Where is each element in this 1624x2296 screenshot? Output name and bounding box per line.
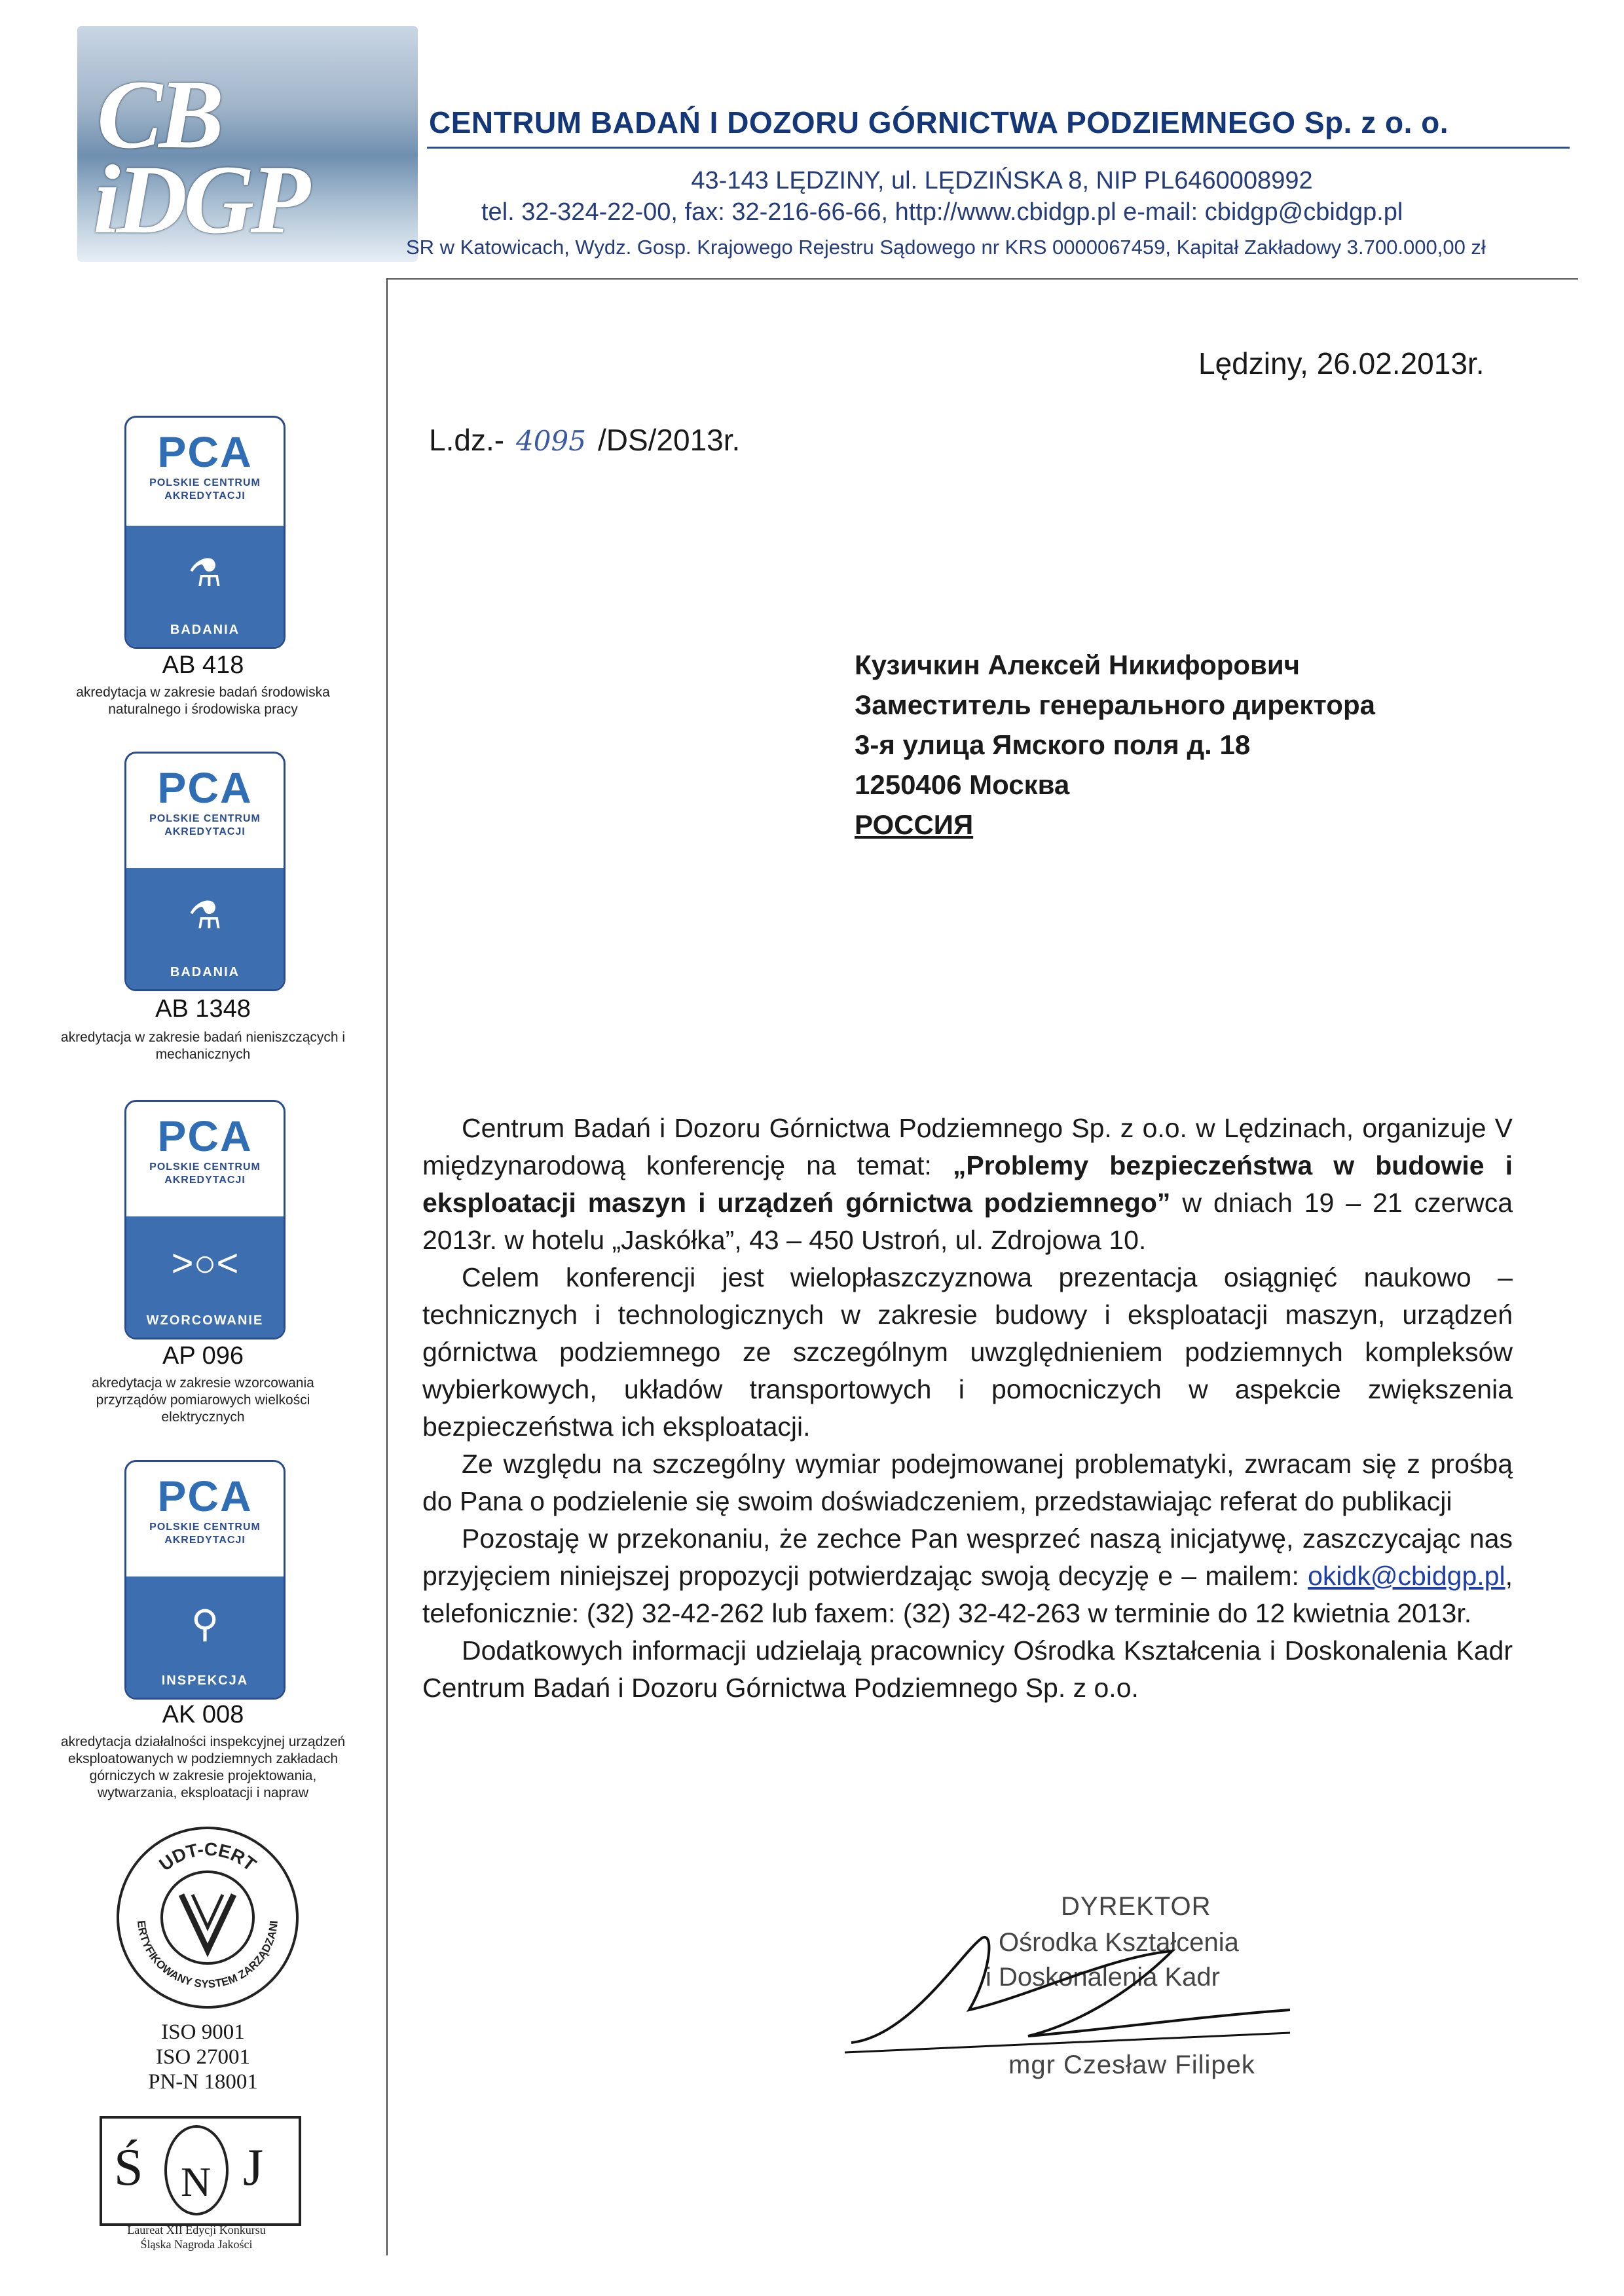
snj-letter: N xyxy=(181,2159,212,2205)
udt-ring-text: ERTYFIKOWANY SYSTEM ZARZĄDZANI xyxy=(134,1920,280,1991)
signature-title: DYREKTOR xyxy=(1061,1892,1211,1921)
reference-number xyxy=(429,422,740,458)
pca-sub-1: POLSKIE CENTRUM xyxy=(149,1522,261,1533)
flask-icon: ⚗ xyxy=(188,894,222,937)
pca-sub-1: POLSKIE CENTRUM xyxy=(149,477,261,488)
pca-sub-2: AKREDYTACJI xyxy=(164,1175,246,1186)
p1-text-a: Centrum Badań i Dozoru Górnictwa Podziemnego Sp. z o.o. w Lędzinach, organizuje V międzynarodową konferencję na temat: xyxy=(422,1113,1513,1180)
paragraph-4 xyxy=(422,1520,1513,1632)
badge-label: WZORCOWANIE xyxy=(146,1313,264,1328)
p4-text-b: , telefonicznie: (32) 32-42-262 lub faxem: (32) 32-42-263 w terminie do 12 kwietnia 2013r. xyxy=(422,1561,1513,1628)
paragraph-1 xyxy=(422,1110,1513,1259)
address-line-3: SR w Katowicach, Wydz. Gosp. Krajowego Rejestru Sądowego nr KRS 0000067459, Kapitał Zakładowy 3.700.000,00 zł xyxy=(406,236,1486,259)
badge-label: BADANIA xyxy=(170,965,240,979)
pca-logo: PCA xyxy=(157,428,253,476)
pca-logo: PCA xyxy=(157,763,253,812)
letter-date: Lędziny, 26.02.2013r. xyxy=(1198,346,1485,380)
letter-body xyxy=(422,1110,1513,1707)
conference-title: „Problemy bezpieczeństwa w budowie i eksploatacji maszyn i urządzeń górnictwa podziemnego” xyxy=(422,1150,1513,1218)
snj-caption-line: Laureat XII Edycji Konkursu xyxy=(127,2223,266,2236)
pca-badge-4 xyxy=(124,1460,286,1700)
pca-logo: PCA xyxy=(157,1472,253,1520)
badge-label: BADANIA xyxy=(170,623,240,637)
udt-cert-graphic xyxy=(119,1829,296,2006)
logo-text-top: CB xyxy=(97,60,221,169)
pca-sub-1: POLSKIE CENTRUM xyxy=(149,1161,261,1173)
header-divider xyxy=(427,147,1570,149)
snj-caption-line: Śląska Nagroda Jakości xyxy=(140,2238,253,2251)
accreditation-code: AB 1348 xyxy=(155,995,251,1023)
badge-panel xyxy=(126,1216,284,1338)
contact-email-link[interactable]: okidk@cbidgp.pl xyxy=(1308,1561,1505,1591)
pca-sub-2: AKREDYTACJI xyxy=(164,1535,246,1546)
iso-item: ISO 27001 xyxy=(156,2045,250,2069)
badge-panel xyxy=(126,1576,284,1698)
pca-sub-2: AKREDYTACJI xyxy=(164,826,246,837)
snj-caption xyxy=(79,2223,314,2251)
accreditation-desc: akredytacja w zakresie badań nieniszczących i mechanicznych xyxy=(60,1030,346,1062)
accreditation-desc: akredytacja w zakresie badań środowiska naturalnego i środowiska pracy xyxy=(76,685,330,717)
udt-cert-seal xyxy=(117,1827,299,2009)
recipient-street: 3-я улица Ямского поля д. 18 xyxy=(855,729,1251,760)
p1-text-b: w dniach 19 – 21 czerwca 2013r. w hotelu „Jaskółka”, 43 – 450 Ustroń, ul. Zdrojowa 10. xyxy=(422,1188,1513,1255)
pca-badge-3 xyxy=(124,1100,286,1339)
snj-letter: J xyxy=(243,2139,264,2196)
snj-award-logo xyxy=(100,2116,301,2226)
iso-item: ISO 9001 xyxy=(161,2020,245,2044)
accreditation-code: AK 008 xyxy=(162,1701,244,1728)
accreditation-desc: akredytacja w zakresie wzorcowania przyrządów pomiarowych wielkości elektrycznych xyxy=(92,1376,314,1425)
signatory-name: mgr Czesław Filipek xyxy=(1008,2050,1255,2079)
pca-badge-2 xyxy=(124,752,286,991)
ref-suffix: /DS/2013r. xyxy=(597,423,741,457)
handwritten-signature xyxy=(832,1912,1303,2069)
p4-text-a: Pozostaję w przekonaniu, że zechce Pan wesprzeć naszą inicjatywę, zaszczycając nas przyjęciem niniejszej propozycji potwierdzając swoją decyzję e – mailem: xyxy=(422,1523,1513,1591)
paragraph-2: Celem konferencji jest wielopłaszczyznowa prezentacja osiągnięć naukowo – technicznych i technologicznych w zakresie budowy i eksploatacji maszyn, urządzeń górnictwa podziemnego ze szczególnym uwzględnieniem podziemnych kompleksów wybierkowych, układów transportowych i pomocniczych w aspekcie zwiększenia bezpieczeństwa ich eksploatacji. xyxy=(422,1262,1513,1442)
ref-handwritten-number: 4095 xyxy=(516,425,586,457)
company-logo xyxy=(77,26,418,262)
address-line-2: tel. 32-324-22-00, fax: 32-216-66-66, http://www.cbidgp.pl e-mail: cbidgp@cbidgp.pl xyxy=(481,198,1403,226)
paragraph-3: Ze względu na szczególny wymiar podejmowanej problematyki, zwracam się z prośbą do Pana o podzielenie się swoim doświadczeniem, przedstawiając referat do publikacji xyxy=(422,1449,1513,1516)
iso-list xyxy=(92,2020,314,2094)
snj-letter: Ś xyxy=(114,2139,143,2196)
accreditation-desc: akredytacja działalności inspekcyjnej urządzeń eksploatowanych w podziemnych zakładach górniczych w zakresie projektowania, wytwarzania, eksploatacji i napraw xyxy=(60,1734,346,1800)
udt-top-text: UDT-CERT xyxy=(155,1838,260,1875)
calibration-icon: >○< xyxy=(171,1242,239,1285)
address-line-1: 43-143 LĘDZINY, ul. LĘDZIŃSKA 8, NIP PL6460008992 xyxy=(691,167,1313,194)
accreditation-code: AB 418 xyxy=(162,651,244,679)
paragraph-5: Dodatkowych informacji udzielają pracownicy Ośrodka Kształcenia i Doskonalenia Kadr Centrum Badań i Dozoru Górnictwa Podziemnego Sp. z o.o. xyxy=(422,1635,1513,1703)
badge-label: INSPEKCJA xyxy=(161,1673,249,1688)
logo-text-bottom: iDGP xyxy=(93,145,306,254)
recipient-name: Кузичкин Алексей Никифорович xyxy=(855,649,1301,680)
signature-line-1: Ośrodka Kształcenia xyxy=(999,1928,1239,1957)
company-name: CENTRUM BADAŃ I DOZORU GÓRNICTWA PODZIEMNEGO Sp. z o. o. xyxy=(429,105,1449,139)
sidebar-divider xyxy=(386,278,388,2255)
recipient-city: 1250406 Москва xyxy=(855,769,1070,800)
pca-badge-1 xyxy=(124,416,286,649)
pca-sub-1: POLSKIE CENTRUM xyxy=(149,813,261,824)
flask-icon: ⚗ xyxy=(188,552,222,594)
recipient-position: Заместитель генерального директора xyxy=(855,689,1375,720)
pca-logo: PCA xyxy=(157,1112,253,1160)
signature-line-2: i Doskonalenia Kadr xyxy=(986,1963,1220,1992)
ref-prefix: L.dz.- xyxy=(429,423,505,457)
accreditation-code: AP 096 xyxy=(162,1342,244,1370)
badge-panel xyxy=(126,868,284,989)
badge-panel xyxy=(126,526,284,647)
magnifier-icon: ⚲ xyxy=(191,1603,219,1645)
iso-item: PN-N 18001 xyxy=(148,2070,258,2094)
pca-sub-2: AKREDYTACJI xyxy=(164,490,246,501)
recipient-country: РОССИЯ xyxy=(855,809,974,840)
header-bottom-rule xyxy=(386,278,1578,280)
